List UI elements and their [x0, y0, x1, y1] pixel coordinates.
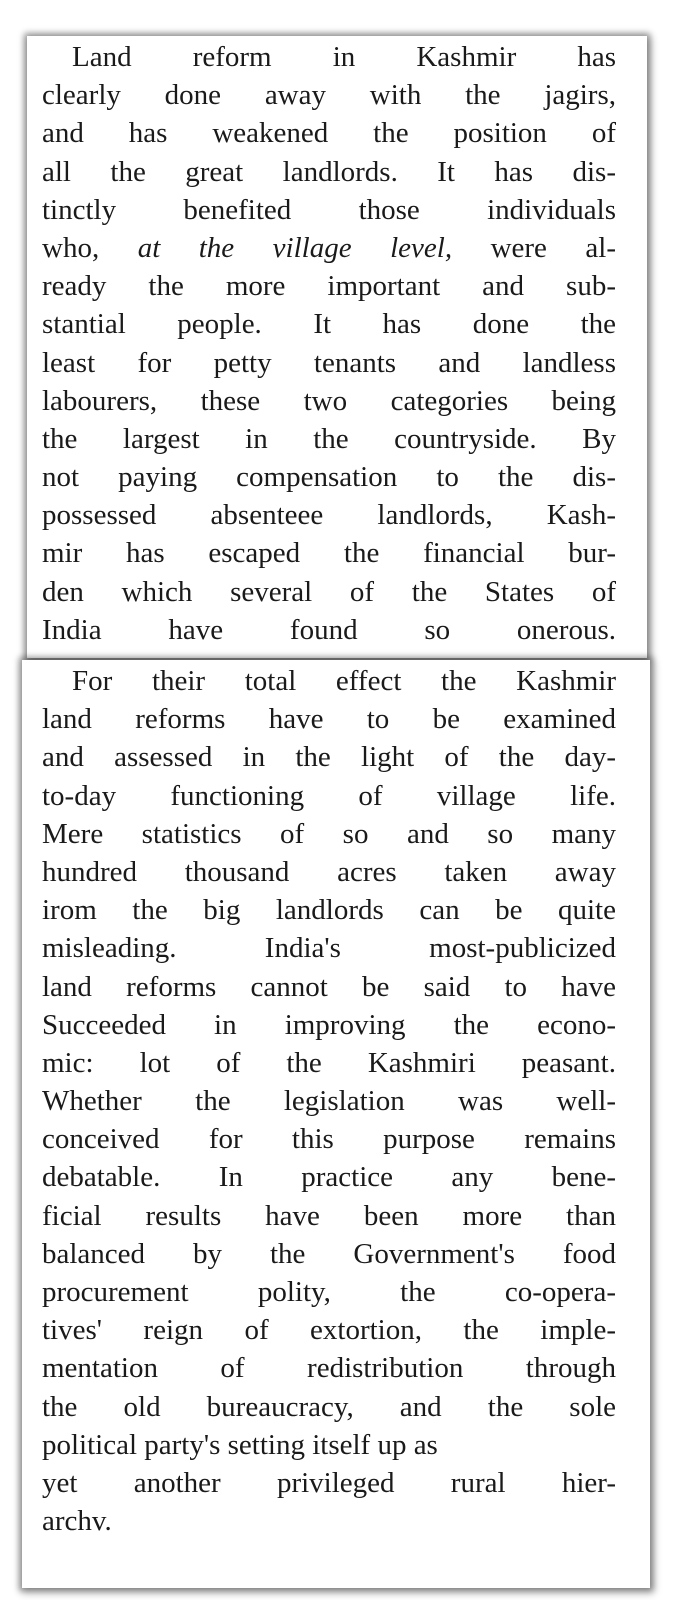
- text-line: land reforms have to be examined: [42, 703, 616, 736]
- text-line: irom the big landlords can be quite: [42, 894, 616, 927]
- text-line: tives' reign of extortion, the imple-: [42, 1314, 616, 1347]
- text-line: balanced by the Government's food: [42, 1237, 616, 1270]
- text-line: debatable. In practice any bene-: [42, 1161, 616, 1194]
- text-line: labourers, these two categories being: [42, 384, 616, 417]
- text-line: den which several of the States of: [42, 575, 616, 608]
- text-fragment: who,: [42, 231, 100, 264]
- paragraph-2: [42, 662, 650, 1540]
- text-line: mic: lot of the Kashmiri peasant.: [42, 1046, 616, 1079]
- text-line: ready the more important and sub-: [42, 270, 616, 303]
- text-line: Land reform in Kashmir has: [72, 41, 616, 73]
- text-line: to-day functioning of village life.: [42, 779, 616, 812]
- text-line: For their total effect the Kashmir: [72, 665, 616, 697]
- text-line: possessed absenteee landlords, Kash-: [42, 499, 616, 532]
- paragraph-1: [42, 38, 647, 649]
- text-line: procurement polity, the co-opera-: [42, 1276, 616, 1308]
- text-line: and has weakened the position of: [42, 117, 616, 150]
- text-line: political party's setting itself up as: [42, 1428, 438, 1461]
- text-line: all the great landlords. It has dis-: [42, 155, 616, 188]
- text-line: misleading. India's most-publicized: [42, 932, 616, 965]
- text-clipping-2: [22, 660, 650, 1588]
- text-line: archv.: [42, 1505, 112, 1538]
- text-line: stantial people. It has done the: [42, 308, 616, 341]
- text-line: Succeeded in improving the econo-: [42, 1008, 616, 1041]
- text-line: conceived for this purpose remains: [42, 1123, 616, 1156]
- text-line: India have found so onerous.: [42, 613, 616, 646]
- text-line: mentation of redistribution through: [42, 1352, 616, 1385]
- text-line: the old bureaucracy, and the sole: [42, 1390, 616, 1423]
- text-fragment: were al-: [490, 231, 616, 264]
- text-line: and assessed in the light of the day-: [42, 741, 616, 774]
- italic-phrase: at the village level,: [137, 231, 453, 264]
- text-line: mir has escaped the financial bur-: [42, 537, 616, 570]
- text-line: least for petty tenants and landless: [42, 346, 616, 379]
- text-line: land reforms cannot be said to have: [42, 970, 616, 1003]
- text-line: clearly done away with the jagirs,: [42, 79, 616, 112]
- text-line: Mere statistics of so and so many: [42, 817, 616, 850]
- text-line-with-italic: [42, 229, 616, 267]
- text-line: not paying compensation to the dis-: [42, 461, 616, 494]
- text-line: hundred thousand acres taken away: [42, 855, 616, 888]
- text-line: tinctly benefited those individuals: [42, 193, 616, 226]
- text-line: Whether the legislation was well-: [42, 1085, 616, 1118]
- text-line: the largest in the countryside. By: [42, 422, 616, 455]
- text-line: yet another privileged rural hier-: [42, 1466, 616, 1499]
- text-clipping-1: [27, 36, 647, 658]
- text-line: ficial results have been more than: [42, 1199, 616, 1232]
